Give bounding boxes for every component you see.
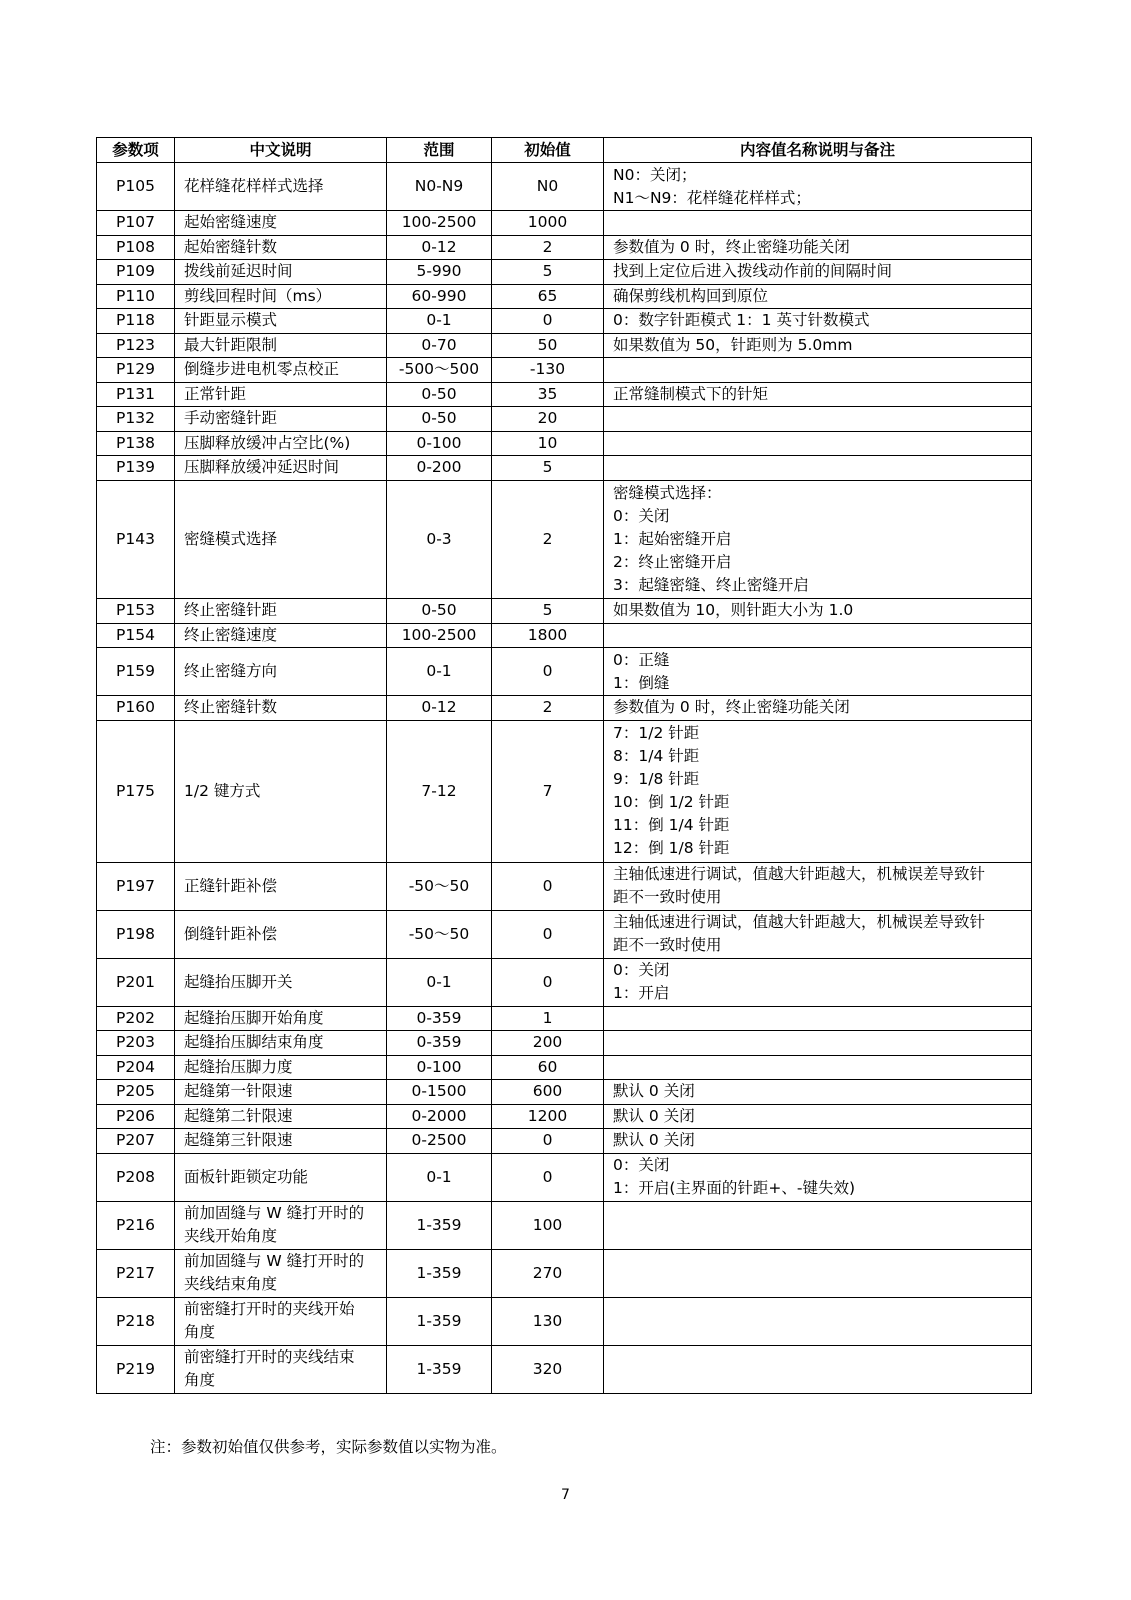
- param-description-line: 针距显示模式: [184, 311, 278, 330]
- param-range: 5-990: [387, 260, 492, 285]
- param-notes-line: 确保剪线机构回到原位: [613, 286, 769, 305]
- param-initial-value: 2: [492, 696, 604, 721]
- page-number: 7: [561, 1487, 570, 1503]
- param-description: [175, 1153, 387, 1201]
- param-range: 0-200: [387, 456, 492, 481]
- param-notes: [604, 599, 1032, 624]
- param-notes-line: 找到上定位后进入拨线动作前的间隔时间: [613, 262, 893, 281]
- table-row: [97, 1080, 1032, 1105]
- header-range: 范围: [387, 138, 492, 163]
- param-code: P132: [97, 407, 175, 432]
- param-code: P108: [97, 235, 175, 260]
- param-description: [175, 720, 387, 862]
- param-range: 0-12: [387, 235, 492, 260]
- param-description-line: 压脚释放缓冲延迟时间: [184, 458, 340, 477]
- table-row: [97, 1006, 1032, 1031]
- param-description-line: 起缝抬压脚开关: [184, 972, 293, 991]
- param-description: [175, 1080, 387, 1105]
- param-range: -50～50: [387, 910, 492, 958]
- param-range: 100-2500: [387, 211, 492, 236]
- param-notes-line: 0：正缝: [613, 650, 670, 669]
- param-code: P153: [97, 599, 175, 624]
- param-description-line: 角度: [184, 1371, 216, 1389]
- table-row: [97, 260, 1032, 285]
- param-description: [175, 333, 387, 358]
- table-row: [97, 333, 1032, 358]
- param-code: P118: [97, 309, 175, 334]
- param-notes: [604, 333, 1032, 358]
- param-notes-line: 1：开启(主界面的针距+、-键失效): [613, 1179, 856, 1197]
- param-initial-value: 0: [492, 1153, 604, 1201]
- param-notes-line: 主轴低速进行调试，值越大针距越大，机械误差导致针: [613, 865, 986, 883]
- param-notes: [604, 1297, 1032, 1345]
- param-notes-line: 7：1/2 针距: [613, 724, 700, 742]
- param-notes: [604, 1153, 1032, 1201]
- param-notes-line: 0：关闭: [613, 506, 670, 525]
- param-range: 0-100: [387, 1055, 492, 1080]
- param-notes: [604, 1055, 1032, 1080]
- footnote: 注：参数初始值仅供参考，实际参数值以实物为准。: [150, 1438, 507, 1456]
- param-initial-value: 1000: [492, 211, 604, 236]
- param-initial-value: 1200: [492, 1104, 604, 1129]
- header-code: 参数项: [97, 138, 175, 163]
- param-initial-value: 7: [492, 720, 604, 862]
- param-notes: [604, 1104, 1032, 1129]
- param-notes-line: 距不一致时使用: [613, 888, 722, 906]
- param-description: [175, 623, 387, 648]
- param-notes-line: 0：关闭: [613, 961, 670, 979]
- param-initial-value: -130: [492, 358, 604, 383]
- param-description-line: 终止密缝针距: [184, 601, 278, 620]
- table-row: [97, 309, 1032, 334]
- param-code: P207: [97, 1129, 175, 1154]
- param-description-line: 面板针距锁定功能: [184, 1167, 309, 1186]
- param-range: 0-50: [387, 599, 492, 624]
- table-row: [97, 284, 1032, 309]
- param-notes: [604, 958, 1032, 1006]
- param-code: P216: [97, 1201, 175, 1249]
- param-code: P208: [97, 1153, 175, 1201]
- param-notes: [604, 648, 1032, 696]
- param-description-line: 起始密缝针数: [184, 237, 278, 256]
- param-description: [175, 407, 387, 432]
- param-initial-value: 5: [492, 456, 604, 481]
- table-row: [97, 1104, 1032, 1129]
- param-notes: [604, 382, 1032, 407]
- param-range: 100-2500: [387, 623, 492, 648]
- param-range: 0-359: [387, 1031, 492, 1056]
- table-row: [97, 211, 1032, 236]
- param-description-line: 正缝针距补偿: [184, 876, 278, 895]
- param-notes: [604, 1031, 1032, 1056]
- table-body: [97, 163, 1032, 1394]
- param-initial-value: 1800: [492, 623, 604, 648]
- param-description: [175, 1249, 387, 1297]
- param-initial-value: 600: [492, 1080, 604, 1105]
- table-row: [97, 382, 1032, 407]
- param-range: 60-990: [387, 284, 492, 309]
- param-range: 0-50: [387, 382, 492, 407]
- param-description-line: 前加固缝与 W 缝打开时的: [184, 1252, 365, 1270]
- param-initial-value: 10: [492, 431, 604, 456]
- param-notes-line: 0：数字针距模式 1：1 英寸针数模式: [613, 311, 870, 330]
- param-code: P175: [97, 720, 175, 862]
- param-description: [175, 211, 387, 236]
- param-description-line: 倒缝步进电机零点校正: [184, 360, 340, 379]
- param-range: N0-N9: [387, 163, 492, 211]
- param-notes-line: 2：终止密缝开启: [613, 552, 732, 571]
- param-range: 0-1: [387, 309, 492, 334]
- param-description-line: 压脚释放缓冲占空比(%): [184, 433, 351, 452]
- param-range: 7-12: [387, 720, 492, 862]
- param-code: P107: [97, 211, 175, 236]
- param-description: [175, 1031, 387, 1056]
- table-row: [97, 599, 1032, 624]
- param-description: [175, 862, 387, 910]
- table-row: [97, 1201, 1032, 1249]
- param-description: [175, 260, 387, 285]
- param-notes: [604, 720, 1032, 862]
- param-notes: [604, 1345, 1032, 1393]
- param-notes-line: 默认 0 关闭: [613, 1106, 695, 1125]
- param-description-line: 起缝抬压脚力度: [184, 1057, 293, 1076]
- param-notes: [604, 480, 1032, 599]
- param-notes: [604, 1249, 1032, 1297]
- param-description: [175, 1345, 387, 1393]
- param-initial-value: 270: [492, 1249, 604, 1297]
- param-description-line: 前密缝打开时的夹线开始: [184, 1300, 355, 1318]
- param-range: 0-2000: [387, 1104, 492, 1129]
- param-notes: [604, 284, 1032, 309]
- param-description-line: 角度: [184, 1323, 216, 1341]
- param-code: P205: [97, 1080, 175, 1105]
- param-description-line: 终止密缝方向: [184, 662, 278, 680]
- table-row: [97, 696, 1032, 721]
- param-description-line: 密缝模式选择: [184, 529, 278, 548]
- param-initial-value: 5: [492, 599, 604, 624]
- param-notes: [604, 1006, 1032, 1031]
- param-description: [175, 431, 387, 456]
- table-row: [97, 235, 1032, 260]
- param-range: 1-359: [387, 1201, 492, 1249]
- table-row: [97, 407, 1032, 432]
- param-description-line: 正常针距: [184, 384, 247, 403]
- table-row: [97, 480, 1032, 599]
- param-description-line: 1/2 键方式: [184, 781, 261, 800]
- table-row: [97, 1031, 1032, 1056]
- param-description-line: 终止密缝速度: [184, 625, 278, 644]
- param-description: [175, 1297, 387, 1345]
- table-row: [97, 720, 1032, 862]
- param-range: 1-359: [387, 1297, 492, 1345]
- param-code: P160: [97, 696, 175, 721]
- param-code: P201: [97, 958, 175, 1006]
- table-row: [97, 910, 1032, 958]
- param-description: [175, 1055, 387, 1080]
- param-range: 0-50: [387, 407, 492, 432]
- param-notes: [604, 211, 1032, 236]
- param-notes-line: 11：倒 1/4 针距: [613, 816, 730, 834]
- param-notes: [604, 235, 1032, 260]
- table-header-row: [97, 138, 1032, 163]
- param-code: P218: [97, 1297, 175, 1345]
- param-notes: [604, 1129, 1032, 1154]
- param-notes-line: 1：倒缝: [613, 673, 670, 692]
- param-code: P139: [97, 456, 175, 481]
- param-notes-line: 1：开启: [613, 984, 670, 1002]
- param-initial-value: 60: [492, 1055, 604, 1080]
- param-range: 0-359: [387, 1006, 492, 1031]
- table-row: [97, 1055, 1032, 1080]
- param-description-line: 终止密缝针数: [184, 698, 278, 717]
- param-notes-line: 0：关闭: [613, 1156, 670, 1174]
- param-notes-line: 3：起缝密缝、终止密缝开启: [613, 575, 809, 594]
- param-initial-value: 0: [492, 1129, 604, 1154]
- param-initial-value: 130: [492, 1297, 604, 1345]
- param-notes-line: 如果数值为 50，针距则为 5.0mm: [613, 335, 853, 354]
- table-row: [97, 1297, 1032, 1345]
- param-notes-line: 参数值为 0 时，终止密缝功能关闭: [613, 698, 850, 717]
- param-range: -500～500: [387, 358, 492, 383]
- param-range: 0-1: [387, 1153, 492, 1201]
- param-range: 0-1: [387, 648, 492, 696]
- param-description: [175, 1006, 387, 1031]
- param-initial-value: 0: [492, 648, 604, 696]
- param-code: P203: [97, 1031, 175, 1056]
- param-description: [175, 456, 387, 481]
- param-notes: [604, 862, 1032, 910]
- param-initial-value: 20: [492, 407, 604, 432]
- param-range: 0-70: [387, 333, 492, 358]
- param-description: [175, 163, 387, 211]
- param-notes: [604, 1201, 1032, 1249]
- table-row: [97, 862, 1032, 910]
- param-code: P219: [97, 1345, 175, 1393]
- table-row: [97, 1129, 1032, 1154]
- param-notes: [604, 623, 1032, 648]
- table-row: [97, 958, 1032, 1006]
- param-code: P204: [97, 1055, 175, 1080]
- param-notes-line: 9：1/8 针距: [613, 770, 700, 788]
- param-notes-line: 距不一致时使用: [613, 936, 722, 954]
- param-range: 1-359: [387, 1345, 492, 1393]
- param-notes: [604, 431, 1032, 456]
- param-range: 0-3: [387, 480, 492, 599]
- param-description-line: 起缝第二针限速: [184, 1106, 293, 1125]
- param-notes: [604, 260, 1032, 285]
- param-initial-value: N0: [492, 163, 604, 211]
- param-notes-line: 如果数值为 10，则针距大小为 1.0: [613, 601, 854, 620]
- param-description-line: 夹线结束角度: [184, 1275, 278, 1293]
- param-initial-value: 0: [492, 958, 604, 1006]
- param-notes: [604, 309, 1032, 334]
- param-notes-line: 密缝模式选择：: [613, 483, 722, 502]
- param-description: [175, 382, 387, 407]
- table-row: [97, 431, 1032, 456]
- param-initial-value: 200: [492, 1031, 604, 1056]
- param-description-line: 前加固缝与 W 缝打开时的: [184, 1204, 365, 1222]
- header-notes: 内容值名称说明与备注: [604, 138, 1032, 163]
- param-notes-line: 10：倒 1/2 针距: [613, 793, 730, 811]
- param-range: 1-359: [387, 1249, 492, 1297]
- param-initial-value: 2: [492, 235, 604, 260]
- param-description-line: 最大针距限制: [184, 335, 278, 354]
- table-row: [97, 648, 1032, 696]
- param-description-line: 夹线开始角度: [184, 1227, 278, 1245]
- param-description-line: 起缝第三针限速: [184, 1131, 293, 1150]
- param-code: P129: [97, 358, 175, 383]
- param-range: 0-1500: [387, 1080, 492, 1105]
- param-notes-line: 8：1/4 针距: [613, 747, 700, 765]
- param-code: P217: [97, 1249, 175, 1297]
- param-code: P109: [97, 260, 175, 285]
- param-code: P206: [97, 1104, 175, 1129]
- param-code: P197: [97, 862, 175, 910]
- param-initial-value: 2: [492, 480, 604, 599]
- param-description: [175, 696, 387, 721]
- param-initial-value: 100: [492, 1201, 604, 1249]
- param-initial-value: 35: [492, 382, 604, 407]
- param-description: [175, 284, 387, 309]
- param-description: [175, 309, 387, 334]
- param-code: P154: [97, 623, 175, 648]
- param-initial-value: 0: [492, 910, 604, 958]
- table-row: [97, 163, 1032, 211]
- param-description-line: 拨线前延迟时间: [184, 262, 293, 281]
- param-description-line: 手动密缝针距: [184, 409, 278, 428]
- param-description: [175, 1129, 387, 1154]
- table-row: [97, 358, 1032, 383]
- param-description: [175, 235, 387, 260]
- param-range: 0-1: [387, 958, 492, 1006]
- param-notes-line: 参数值为 0 时，终止密缝功能关闭: [613, 237, 850, 256]
- param-range: 0-12: [387, 696, 492, 721]
- param-description: [175, 1201, 387, 1249]
- param-notes-line: N1～N9：花样缝花样样式；: [613, 188, 811, 207]
- param-notes: [604, 163, 1032, 211]
- param-range: 0-100: [387, 431, 492, 456]
- table-row: [97, 623, 1032, 648]
- table-row: [97, 1345, 1032, 1393]
- parameter-table: [96, 137, 1032, 1394]
- param-initial-value: 320: [492, 1345, 604, 1393]
- param-description: [175, 1104, 387, 1129]
- param-initial-value: 5: [492, 260, 604, 285]
- param-initial-value: 0: [492, 309, 604, 334]
- param-description-line: 起缝第一针限速: [184, 1082, 293, 1101]
- param-notes-line: N0：关闭；: [613, 165, 697, 184]
- param-initial-value: 50: [492, 333, 604, 358]
- param-code: P159: [97, 648, 175, 696]
- param-notes: [604, 456, 1032, 481]
- param-notes: [604, 358, 1032, 383]
- table-row: [97, 456, 1032, 481]
- param-notes-line: 1：起始密缝开启: [613, 529, 732, 548]
- param-description: [175, 480, 387, 599]
- param-notes-line: 正常缝制模式下的针矩: [613, 384, 769, 403]
- param-code: P202: [97, 1006, 175, 1031]
- param-initial-value: 65: [492, 284, 604, 309]
- table-row: [97, 1153, 1032, 1201]
- param-description: [175, 599, 387, 624]
- param-description-line: 起缝抬压脚结束角度: [184, 1033, 324, 1052]
- param-description: [175, 910, 387, 958]
- param-code: P143: [97, 480, 175, 599]
- param-notes-line: 12：倒 1/8 针距: [613, 839, 730, 857]
- param-code: P131: [97, 382, 175, 407]
- param-description-line: 起始密缝速度: [184, 213, 278, 232]
- param-notes: [604, 910, 1032, 958]
- param-code: P138: [97, 431, 175, 456]
- param-code: P123: [97, 333, 175, 358]
- param-description-line: 倒缝针距补偿: [184, 924, 278, 943]
- param-description-line: 花样缝花样样式选择: [184, 177, 324, 195]
- param-range: 0-2500: [387, 1129, 492, 1154]
- param-code: P105: [97, 163, 175, 211]
- param-code: P198: [97, 910, 175, 958]
- param-notes-line: 默认 0 关闭: [613, 1082, 695, 1101]
- param-initial-value: 1: [492, 1006, 604, 1031]
- param-description-line: 起缝抬压脚开始角度: [184, 1008, 324, 1027]
- param-notes: [604, 696, 1032, 721]
- param-notes: [604, 1080, 1032, 1105]
- header-initial-value: 初始值: [492, 138, 604, 163]
- param-notes-line: 默认 0 关闭: [613, 1131, 695, 1150]
- param-description-line: 剪线回程时间（ms）: [184, 286, 332, 305]
- param-description: [175, 358, 387, 383]
- param-initial-value: 0: [492, 862, 604, 910]
- param-range: -50～50: [387, 862, 492, 910]
- header-description: 中文说明: [175, 138, 387, 163]
- param-notes-line: 主轴低速进行调试，值越大针距越大，机械误差导致针: [613, 913, 986, 931]
- param-description: [175, 648, 387, 696]
- table-row: [97, 1249, 1032, 1297]
- param-code: P110: [97, 284, 175, 309]
- param-notes: [604, 407, 1032, 432]
- param-description: [175, 958, 387, 1006]
- param-description-line: 前密缝打开时的夹线结束: [184, 1348, 355, 1366]
